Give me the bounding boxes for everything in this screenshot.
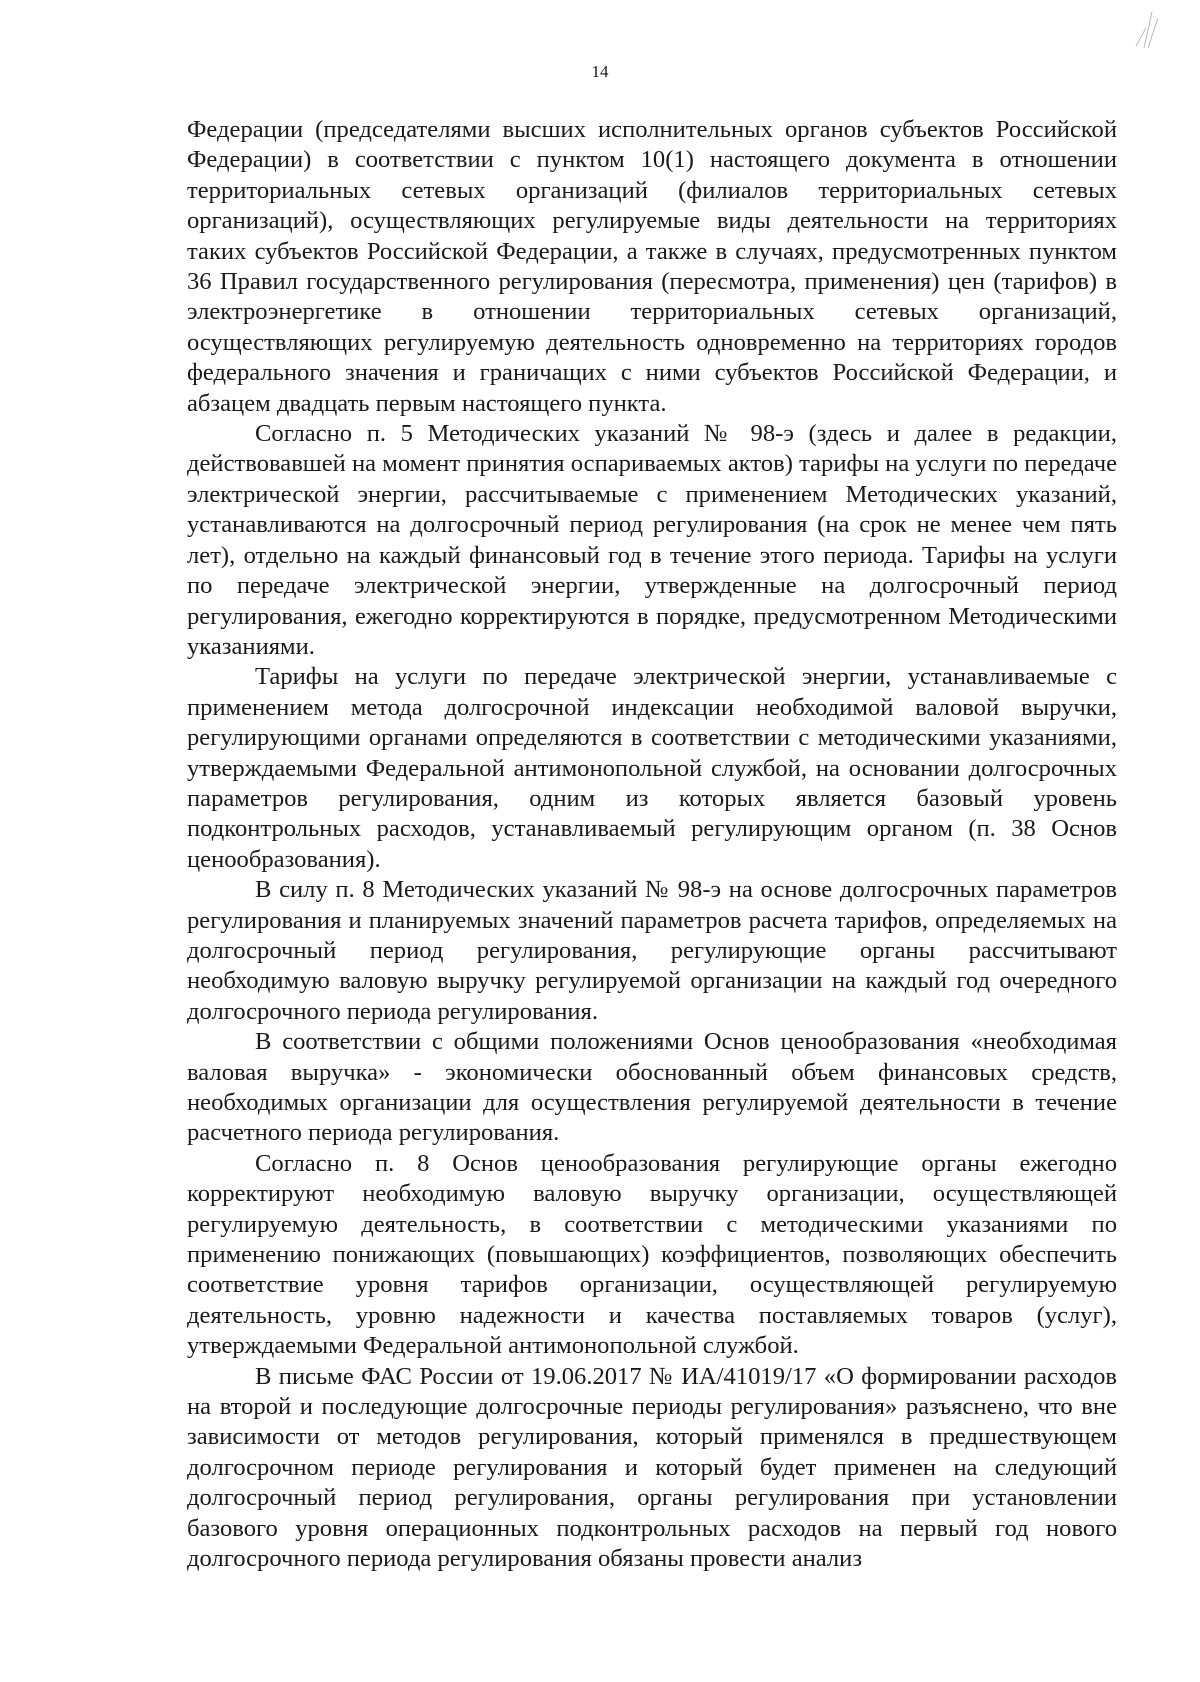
page-number: 14 <box>591 62 609 81</box>
paragraph-6: Согласно п. 8 Основ ценообразования регулирующие органы ежегодно корректируют необходимую валовую выручку организации, осуществляющей регулируемую деятельность, в соответствии с методическими указаниями по применению понижающих (повышающих) коэффициентов, позволяющих обеспечить соответствие уровня тарифов организации, осуществляющей регулируемую деятельность, уровню надежности и качества поставляемых товаров (услуг), утверждаемыми Федеральной антимонопольной службой. <box>187 1149 1117 1360</box>
document-body <box>187 115 1117 1575</box>
paragraph-4: В силу п. 8 Методических указаний № 98-э на основе долгосрочных параметров регулирования и планируемых значений параметров расчета тарифов, определяемых на долгосрочный период регулирования, регулирующие органы рассчитывают необходимую валовую выручку регулируемой организации на каждый год очередного долгосрочного периода регулирования. <box>187 876 1117 1025</box>
paragraph-1: Федерации (председателями высших исполнительных органов субъектов Российской Федерации) в соответствии с пунктом 10(1) настоящего документа в отношении территориальных сетевых организаций (филиалов территориальных сетевых организаций), осуществляющих регулируемые виды деятельности на территориях таких субъектов Российской Федерации, а также в случаях, предусмотренных пунктом 36 Правил государственного регулирования (пересмотра, применения) цен (тарифов) в электроэнергетике в отношении территориальных сетевых организаций, осуществляющих регулируемую деятельность одновременно на территориях городов федерального значения и граничащих с ними субъектов Российской Федерации, и абзацем двадцать первым настоящего пункта. <box>187 116 1117 417</box>
paragraph-2: Согласно п. 5 Методических указаний № 98-э (здесь и далее в редакции, действовавшей на момент принятия оспариваемых актов) тарифы на услуги по передаче электрической энергии, рассчитываемые с применением Методических указаний, устанавливаются на долгосрочный период регулирования (на срок не менее чем пять лет), отдельно на каждый финансовый год в течение этого периода. Тарифы на услуги по передаче электрической энергии, утвержденные на долгосрочный период регулирования, ежегодно корректируются в порядке, предусмотренном Методическими указаниями. <box>187 420 1117 660</box>
paragraph-7: В письме ФАС России от 19.06.2017 № ИА/41019/17 «О формировании расходов на второй и последующие долгосрочные периоды регулирования» разъяснено, что вне зависимости от методов регулирования, который применялся в предшествующем долгосрочном периоде регулирования и который будет применен на следующий долгосрочный период регулирования, органы регулирования при установлении базового уровня операционных подконтрольных расходов на первый год нового долгосрочного периода регулирования обязаны провести анализ <box>187 1362 1117 1573</box>
scan-artifact-icon <box>1122 8 1166 52</box>
paragraph-5: В соответствии с общими положениями Основ ценообразования «необходимая валовая выручка» - экономически обоснованный объем финансовых средств, необходимых организации для осуществления регулируемой деятельности в течение расчетного периода регулирования. <box>187 1028 1117 1147</box>
paragraph-3: Тарифы на услуги по передаче электрической энергии, устанавливаемые с применением метода долгосрочной индексации необходимой валовой выручки, регулирующими органами определяются в соответствии с методическими указаниями, утверждаемыми Федеральной антимонопольной службой, на основании долгосрочных параметров регулирования, одним из которых является базовый уровень подконтрольных расходов, устанавливаемый регулирующим органом (п. 38 Основ ценообразования). <box>187 663 1117 873</box>
